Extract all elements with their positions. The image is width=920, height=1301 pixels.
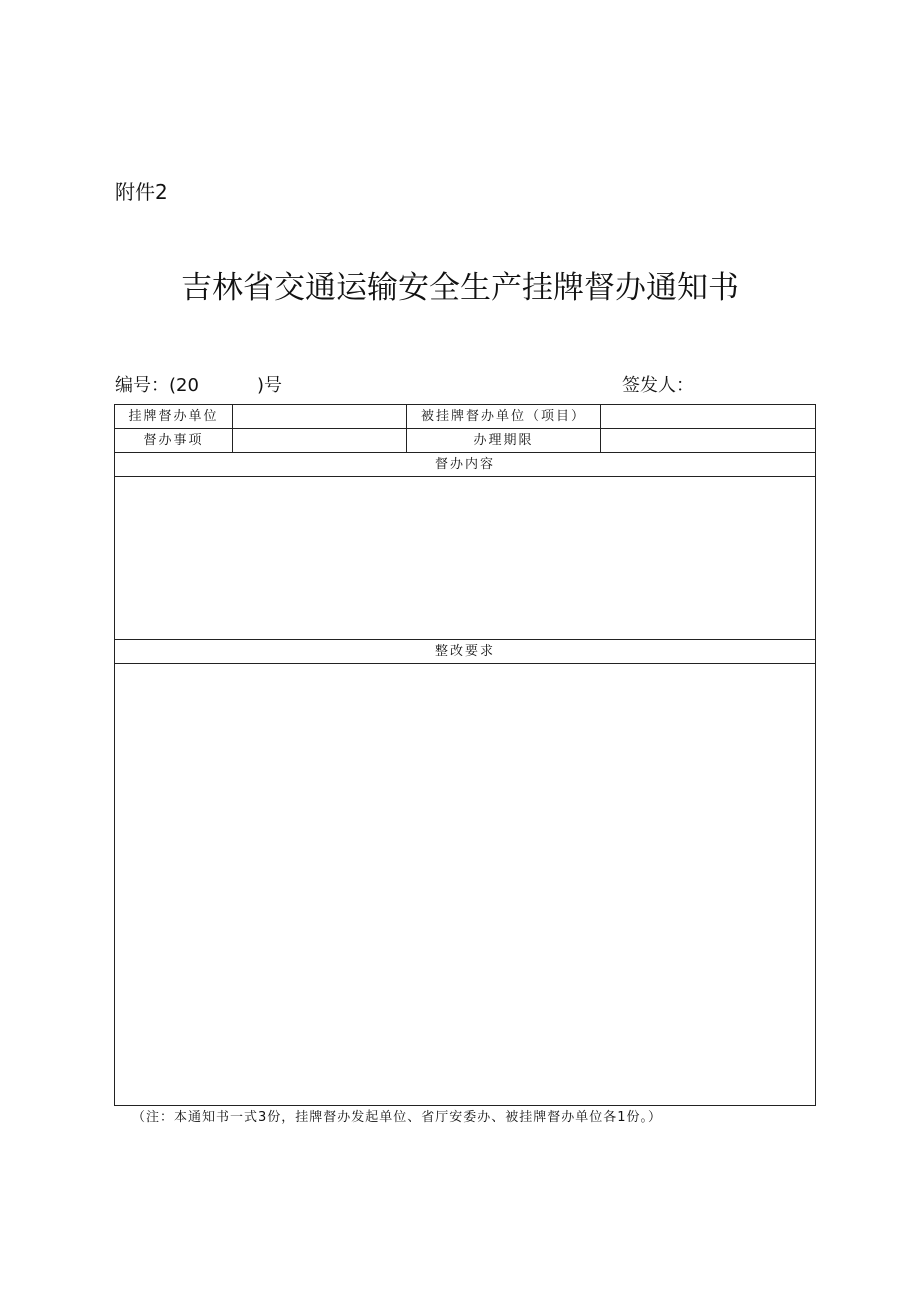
rectification-field[interactable] — [115, 664, 815, 1105]
content-header-row — [115, 453, 815, 477]
notice-form-table — [114, 404, 816, 1106]
number-line — [115, 372, 282, 400]
document-title: 吉林省交通运输安全生产挂牌督办通知书 — [181, 270, 739, 306]
matter-field[interactable] — [233, 429, 407, 452]
deadline-label: 办理期限 — [407, 429, 601, 452]
supervisor-unit-label: 挂牌督办单位 — [115, 405, 233, 428]
supervised-unit-field[interactable] — [601, 405, 815, 428]
attachment-label: 附件2 — [115, 180, 168, 204]
deadline-field[interactable] — [601, 429, 815, 452]
supervised-unit-label: 被挂牌督办单位（项目） — [407, 405, 601, 428]
rectification-label: 整改要求 — [434, 644, 495, 659]
content-field[interactable] — [115, 477, 815, 639]
footnote: （注：本通知书一式3份，挂牌督办发起单位、省厅安委办、被挂牌督办单位各1份。） — [132, 1110, 663, 1125]
form-row-units — [115, 405, 815, 429]
content-label: 督办内容 — [434, 457, 495, 472]
content-area[interactable] — [115, 477, 815, 640]
signer-label: 签发人： — [622, 375, 694, 396]
matter-label: 督办事项 — [115, 429, 233, 452]
number-close: )号 — [256, 375, 282, 396]
form-row-matter — [115, 429, 815, 453]
rectification-area[interactable] — [115, 664, 815, 1105]
supervisor-unit-field[interactable] — [233, 405, 407, 428]
number-open: (20 — [169, 375, 199, 396]
number-label: 编号： — [115, 375, 169, 396]
rectification-header-row — [115, 640, 815, 664]
